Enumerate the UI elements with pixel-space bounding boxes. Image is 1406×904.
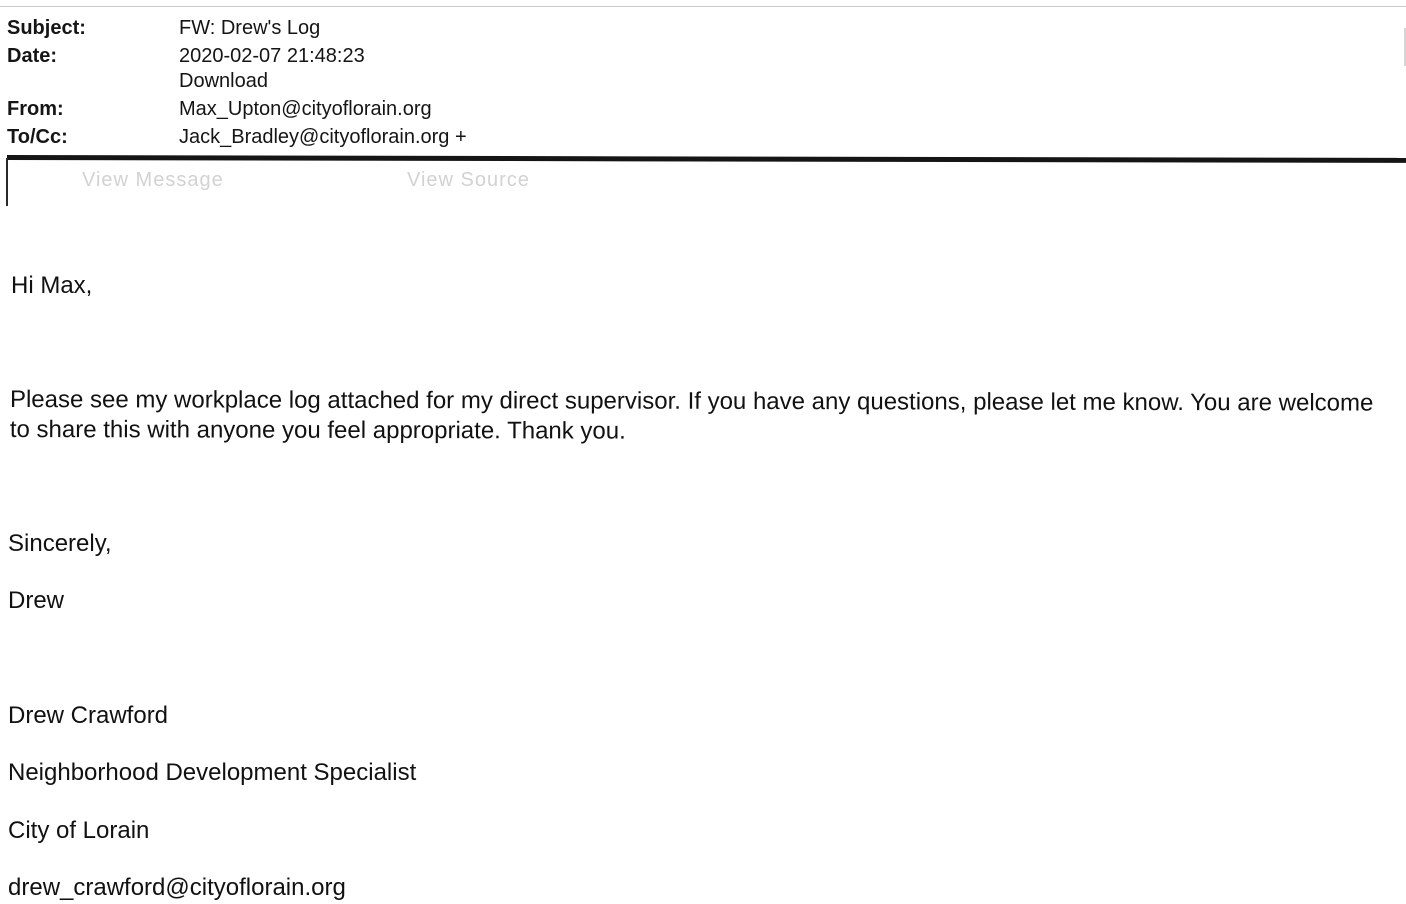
from-label: From: [7, 98, 64, 120]
subject-label: Subject: [7, 17, 86, 39]
top-divider [0, 6, 1406, 7]
header-divider [7, 155, 1406, 163]
signature-email: drew_crawford@cityoflorain.org [8, 874, 346, 901]
date-value: 2020-02-07 21:48:23 [179, 45, 365, 67]
signature-name: Drew Crawford [8, 702, 169, 729]
subject-value: FW: Drew's Log [179, 17, 321, 39]
closing: Sincerely, [8, 530, 112, 557]
tab-bar-edge [6, 158, 8, 206]
message-paragraph: Please see my workplace log attached for my direct supervisor. If you have any questions, please let me know. You are welcome to share this with anyone you feel appropriate. Thank you. [9, 386, 1374, 445]
date-label: Date: [7, 45, 58, 67]
tocc-value: Jack_Bradley@cityoflorain.org + [179, 126, 467, 148]
tocc-label: To/Cc: [7, 126, 68, 148]
greeting: Hi Max, [11, 272, 93, 299]
tab-view-message[interactable]: View Message [82, 169, 224, 191]
signature-title: Neighborhood Development Specialist [8, 759, 417, 786]
from-value: Max_Upton@cityoflorain.org [179, 98, 432, 120]
sign-name: Drew [8, 587, 65, 614]
download-link[interactable]: Download [179, 70, 268, 92]
tab-view-source[interactable]: View Source [407, 169, 530, 191]
signature-organization: City of Lorain [8, 817, 150, 844]
